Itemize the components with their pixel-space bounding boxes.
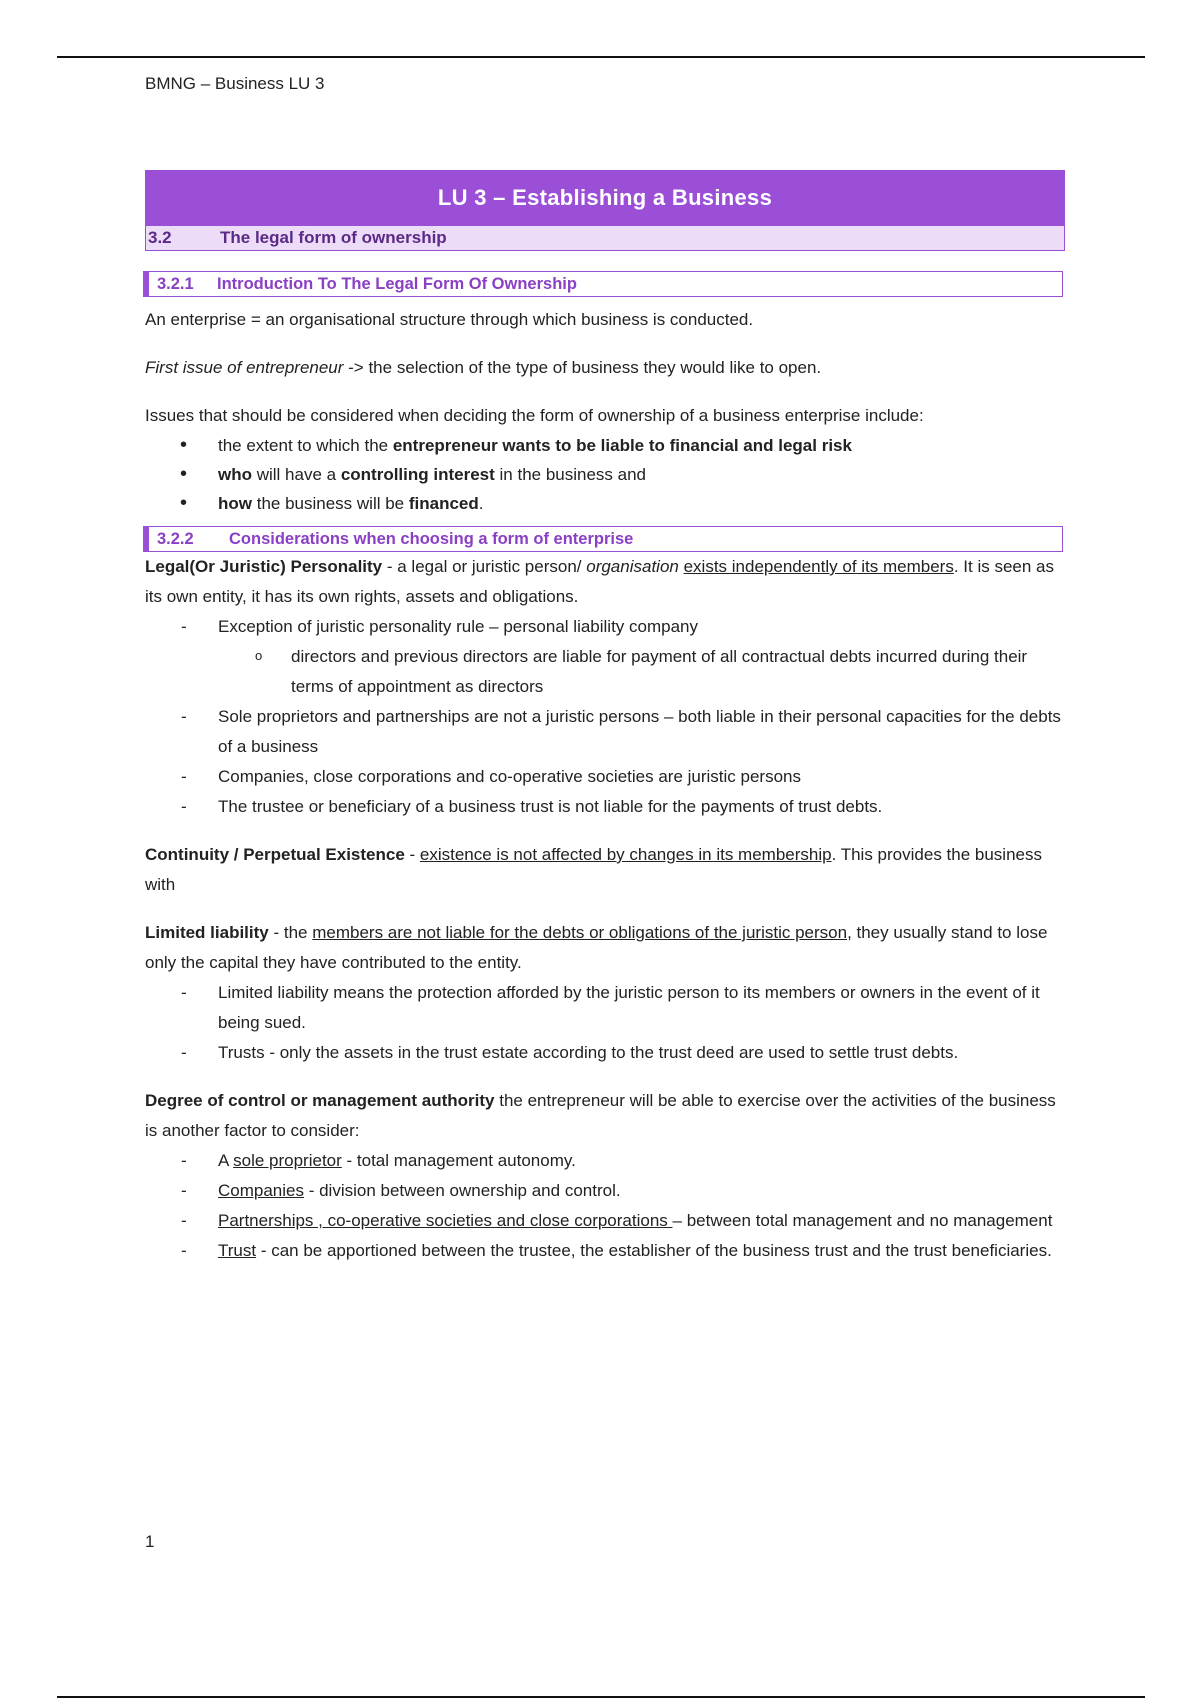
liability-list xyxy=(145,978,1065,1068)
list-item: - Companies, close corporations and co-operative societies are juristic persons xyxy=(145,762,1065,792)
juristic-sublist xyxy=(145,642,1065,702)
list-item: • how the business will be financed. xyxy=(145,489,1065,518)
paragraph-legal-personality: Legal(Or Juristic) Personality - a legal or juristic person/ organisation exists independently of its members. It is seen as its own entity, it has its own rights, assets and obligations. xyxy=(145,557,1055,606)
list-item: • who will have a controlling interest in the business and xyxy=(145,460,1065,489)
paragraph-first-issue: First issue of entrepreneur -> the selection of the type of business they would like to open. xyxy=(145,358,822,377)
list-item: - A sole proprietor - total management autonomy. xyxy=(145,1146,1065,1176)
paragraph-issues: Issues that should be considered when deciding the form of ownership of a business enterprise include: xyxy=(145,406,924,425)
list-item: • the extent to which the entrepreneur wants to be liable to financial and legal risk xyxy=(145,431,1065,460)
issues-list xyxy=(145,431,1065,518)
list-item: o directors and previous directors are liable for payment of all contractual debts incurred during their terms of appointment as directors xyxy=(145,642,1065,702)
list-item: - Sole proprietors and partnerships are not a juristic persons – both liable in their personal capacities for the debts of a business xyxy=(145,702,1065,762)
list-item: - Trust - can be apportioned between the trustee, the establisher of the business trust and the trust beneficiaries. xyxy=(145,1236,1065,1266)
list-item: - Partnerships , co-operative societies and close corporations – between total management and no management xyxy=(145,1206,1065,1236)
list-item: - Exception of juristic personality rule – personal liability company xyxy=(145,612,1065,642)
section-heading xyxy=(145,225,1065,251)
top-rule xyxy=(57,56,1145,58)
list-item: - The trustee or beneficiary of a business trust is not liable for the payments of trust debts. xyxy=(145,792,1065,822)
list-item: - Trusts - only the assets in the trust estate according to the trust deed are used to settle trust debts. xyxy=(145,1038,1065,1068)
bottom-rule xyxy=(57,1696,1145,1698)
page-title: LU 3 – Establishing a Business xyxy=(145,170,1065,225)
paragraph-enterprise: An enterprise = an organisational structure through which business is conducted. xyxy=(145,310,754,329)
juristic-list xyxy=(145,612,1065,642)
list-item: - Limited liability means the protection afforded by the juristic person to its members or owners in the event of it being sued. xyxy=(145,978,1065,1038)
paragraph-continuity: Continuity / Perpetual Existence - existence is not affected by changes in its membership. This provides the business with xyxy=(145,845,1042,894)
page-number: 1 xyxy=(145,1532,155,1551)
control-list xyxy=(145,1146,1065,1266)
subsection-number: 3.2.1 xyxy=(157,275,194,293)
juristic-list-continued xyxy=(145,702,1065,822)
running-header: BMNG – Business LU 3 xyxy=(145,74,325,93)
subsection-number: 3.2.2 xyxy=(157,530,194,548)
paragraph-limited-liability: Limited liability - the members are not liable for the debts or obligations of the juristic person, they usually stand to lose only the capital they have contributed to the entity. xyxy=(145,923,1048,972)
subsection-heading-considerations xyxy=(143,526,1063,552)
paragraph-degree-of-control: Degree of control or management authority the entrepreneur will be able to exercise over the activities of the business is another factor to consider: xyxy=(145,1091,1056,1140)
subsection-title: Introduction To The Legal Form Of Ownership xyxy=(217,275,577,293)
section-number: 3.2 xyxy=(148,228,172,247)
section-title: The legal form of ownership xyxy=(220,228,447,247)
subsection-title: Considerations when choosing a form of enterprise xyxy=(229,530,634,548)
list-item: - Companies - division between ownership and control. xyxy=(145,1176,1065,1206)
subsection-heading-intro xyxy=(143,271,1063,297)
document-body xyxy=(145,170,1065,1266)
